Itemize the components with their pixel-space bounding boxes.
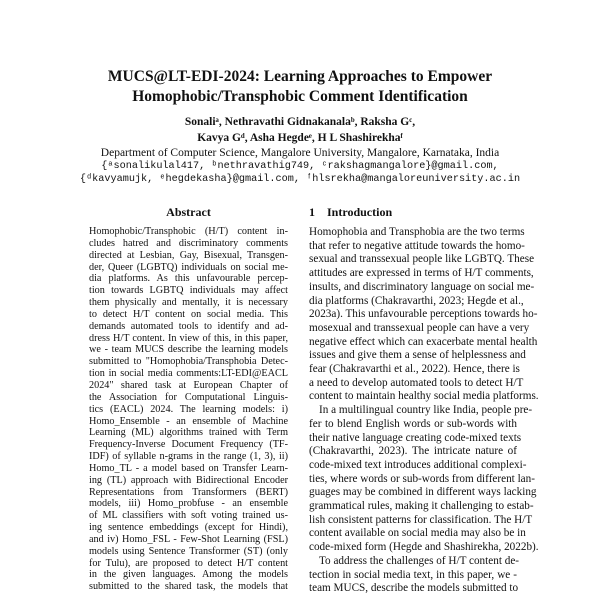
introduction-line: code-mixed text introduces additional complexi- — [309, 458, 527, 471]
abstract-line: dia platforms. As this unfavourable percep- — [89, 273, 288, 285]
introduction-line: issues and give them a sense of helplessness and — [309, 349, 526, 362]
introduction-line: ties, where words or sub-words from different lan- — [309, 472, 535, 485]
abstract-line: Representations from Transformers (BERT) — [89, 486, 288, 498]
introduction-line: attitudes are expressed in terms of H/T comments, — [309, 267, 534, 280]
abstract-line: and iv) Homo_FSL - Few-Shot Learning (FSL) — [89, 533, 288, 545]
affiliation: Department of Computer Science, Mangalore University, Mangalore, Karnataka, India — [100, 147, 500, 159]
introduction-line: fer to blend English words or sub-words with — [309, 417, 517, 430]
introduction-line: (Chakravarthi, 2023). The intricate nature of — [309, 445, 517, 458]
abstract-line: der, Queer (LGBTQ) individuals on social me- — [89, 261, 288, 273]
introduction-body — [309, 226, 539, 596]
abstract-line: Homo_Ensemble - an ensemble of Machine — [89, 415, 288, 427]
abstract-line: Frequency-Inverse Document Frequency (TF- — [89, 439, 288, 451]
emails-line-2: {ᵈkavyamujk, ᵉhegdekasha}@gmail.com, ᶠhlsrekha@mangaloreuniversity.ac.in — [79, 174, 521, 185]
title-line-1: MUCS@LT-EDI-2024: Learning Approaches to Empower — [107, 68, 493, 85]
introduction-line: a need to develop automated tools to detect H/T — [309, 376, 524, 389]
abstract-line: cludes hatred and discriminatory comments — [89, 237, 288, 249]
introduction-line: mosexual and transsexual people can have a very — [309, 321, 530, 334]
abstract-line: Homo_TL - a model based on Transfer Learn- — [89, 462, 288, 474]
abstract-line: Learning (ML) algorithms trained with Term — [89, 427, 288, 439]
abstract-line: IDF) of syllable n-grams in the range (1, 3), ii) — [89, 451, 288, 463]
introduction-line: sexual and transsexual people like LGBTQ. These — [309, 253, 535, 266]
abstract-line: to detect H/T content on social media. This — [89, 308, 288, 320]
introduction-line: Homophobia and Transphobia are the two terms — [309, 226, 525, 238]
paper-title — [0, 67, 600, 107]
abstract-line: submitted to "Homophobia/Transphobia Detec- — [89, 356, 288, 368]
affiliation-block — [0, 147, 600, 186]
abstract-line: tics (EACL) 2024. The learning models: i) — [89, 403, 288, 415]
abstract-line: we - team MUCS describe the learning models — [89, 344, 288, 356]
introduction-line: content to maintain healthy social media platforms. — [309, 390, 539, 403]
introduction-line: To address the challenges of H/T content de- — [319, 554, 520, 567]
introduction-line: fear (Chakravarthi et al., 2022). Hence, there is — [309, 363, 520, 376]
introduction-line: their native language creating code-mixed texts — [309, 431, 522, 444]
abstract-line: directed at Lesbian, Gay, Bisexual, Transgen- — [89, 249, 288, 261]
abstract-line: for Tulu), are proposed to detect H/T content — [89, 557, 288, 569]
authors-line-2: Kavya Gᵈ, Asha Hegdeᵉ, H L Shashirekhaᶠ — [197, 132, 403, 144]
abstract-line: Homophobic/Transphobic (H/T) content in- — [89, 226, 288, 237]
introduction-line: negative effect which can exacerbate mental health — [309, 335, 538, 348]
abstract-line: dress H/T content. In view of this, in this paper, — [89, 332, 288, 344]
abstract-line: the Association for Computational Linguis- — [89, 391, 288, 403]
abstract-line: models using Sentence Transformer (ST) (only — [89, 545, 288, 557]
authors-line-1: Sonaliᵃ, Nethravathi Gidnakanalaᵇ, Raksha Gᶜ, — [184, 116, 416, 128]
abstract-line: 2024" shared task at European Chapter of — [89, 379, 288, 391]
introduction-line: dia platforms (Chakravarthi, 2023; Hegde et al., — [309, 294, 524, 307]
title-line-2: Homophobic/Transphobic Comment Identification — [132, 88, 468, 105]
abstract-heading: Abstract — [166, 205, 211, 219]
section-title: Introduction — [327, 205, 393, 219]
abstract-line: tion towards LGBTQ individuals may affect — [89, 285, 288, 297]
abstract-line: of ML classifiers with soft voting trained us- — [89, 510, 288, 522]
emails-line-1: {ᵃsonalikulal417, ᵇnethravathig749, ᶜrakshagmangalore}@gmail.com, — [101, 161, 499, 172]
section-number: 1 — [309, 205, 315, 219]
introduction-line: In a multilingual country like India, people pre- — [319, 404, 533, 417]
author-list — [0, 114, 600, 146]
abstract-line: ing (TL) approach with Bidirectional Encoder — [89, 474, 288, 486]
introduction-line: guages may be combined in different ways lacking — [309, 486, 537, 499]
introduction-line: lish consistent patterns for classification. The H/T — [309, 513, 533, 526]
introduction-line: tection in social media text, in this paper, we - — [309, 568, 517, 581]
introduction-line: that refer to negative attitude towards the homo- — [309, 239, 525, 252]
abstract-line: models, iii) Homo_probfuse - an ensemble — [89, 498, 288, 510]
introduction-line: content available on social media may also be in — [309, 527, 526, 540]
introduction-line: insults, and discriminatory language on social me- — [309, 280, 535, 293]
introduction-line: 2023a). This unfavourable perceptions towards ho- — [309, 308, 538, 321]
abstract-body — [89, 226, 288, 593]
introduction-line: code-mixed form (Hegde and Shashirekha, 2022b). — [309, 541, 539, 554]
abstract-section — [89, 204, 288, 593]
introduction-heading — [309, 204, 517, 226]
introduction-line: team MUCS, describe the models submitted to — [309, 582, 519, 595]
abstract-line: demands automated tools to identify and ad- — [89, 320, 288, 332]
abstract-line: ing sentence embeddings (except for Hindi), — [89, 522, 288, 534]
abstract-line: in the given languages. Among the models — [89, 569, 288, 581]
introduction-line: grammatical rules, making it challenging to estab- — [309, 500, 534, 513]
introduction-section — [309, 204, 539, 596]
abstract-line: them physically and mentally, it is necessary — [89, 297, 288, 309]
abstract-line: submitted to the shared task, the models that — [89, 581, 288, 593]
abstract-line: tion in social media comments:LT-EDI@EACL — [89, 368, 288, 380]
